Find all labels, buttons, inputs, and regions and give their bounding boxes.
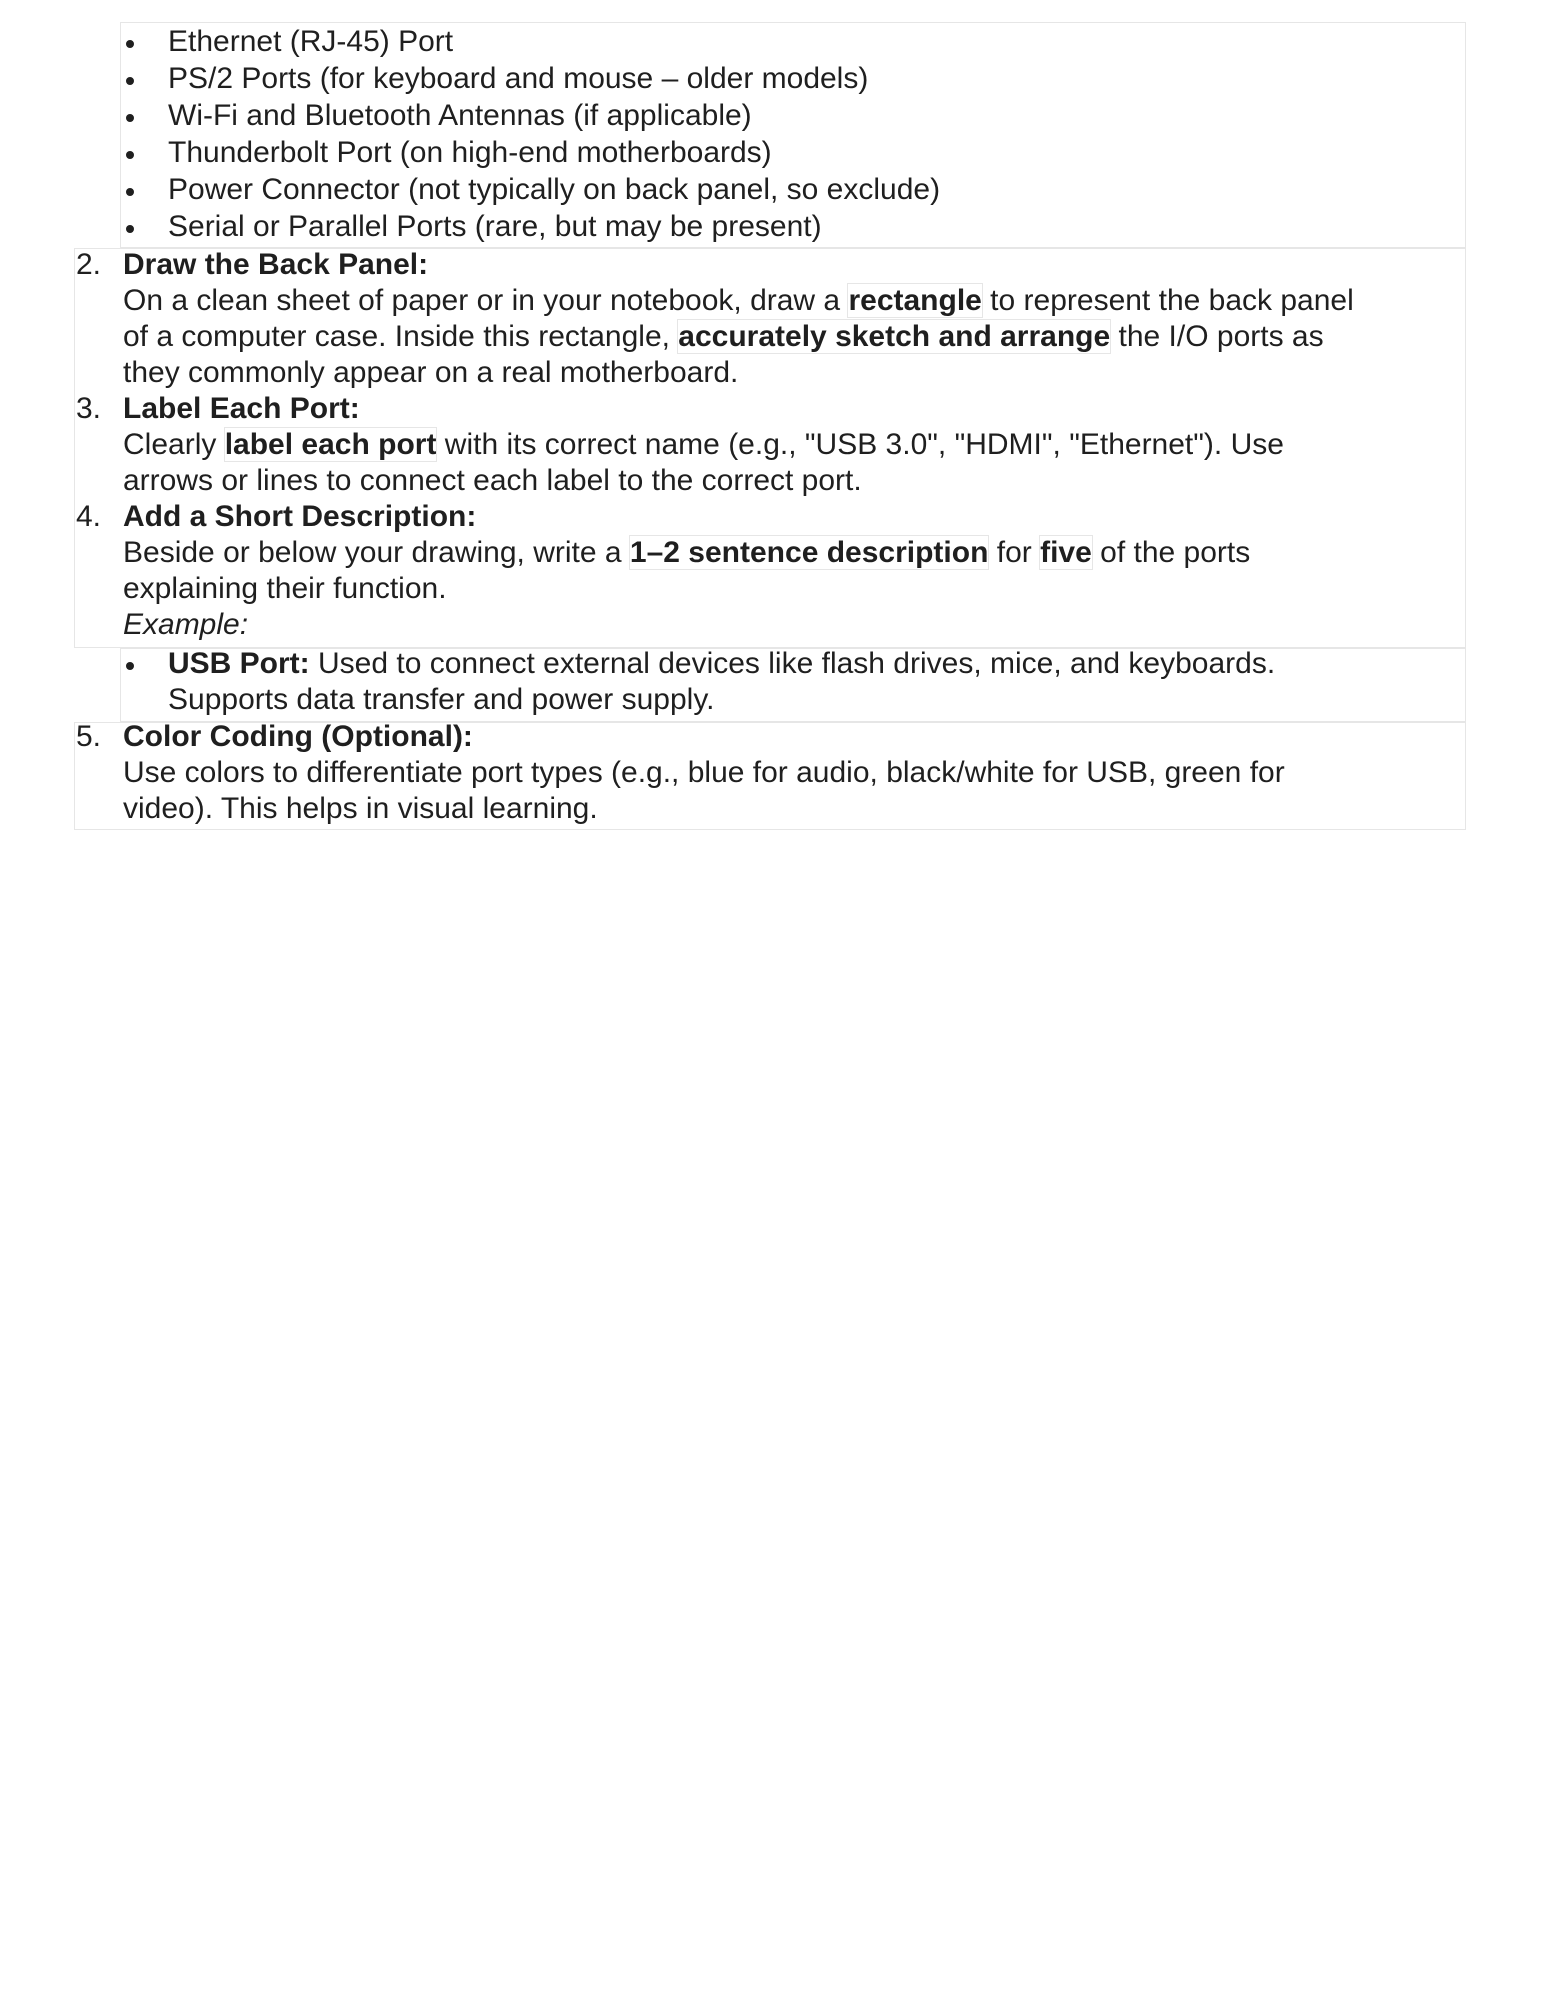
list-item: USB Port: Used to connect external devices like flash drives, mice, and keyboards. — [168, 647, 1276, 680]
example-label: Example: — [123, 608, 249, 641]
step-text: Clearly label each port with its correct name (e.g., "USB 3.0", "HDMI", "Ethernet"). Use — [123, 428, 1284, 461]
bullet-icon — [126, 662, 134, 670]
bullet-icon — [126, 40, 134, 48]
step-number: 4. — [76, 500, 102, 533]
bullet-icon — [126, 114, 134, 122]
list-item: Ethernet (RJ-45) Port — [168, 25, 454, 58]
step-text: they commonly appear on a real motherboard. — [123, 356, 739, 389]
step-text: Beside or below your drawing, write a 1–2 sentence description for five of the ports — [123, 536, 1251, 569]
list-item: Thunderbolt Port (on high-end motherboards) — [168, 136, 772, 169]
bullet-icon — [126, 188, 134, 196]
bullet-icon — [126, 225, 134, 233]
bullet-icon — [126, 77, 134, 85]
list-item: PS/2 Ports (for keyboard and mouse – older models) — [168, 62, 869, 95]
step-number: 5. — [76, 720, 102, 753]
step-heading: Label Each Port: — [123, 392, 360, 425]
step-text: of a computer case. Inside this rectangle, accurately sketch and arrange the I/O ports as — [123, 320, 1324, 353]
step-text: Use colors to differentiate port types (e.g., blue for audio, black/white for USB, green for — [123, 756, 1285, 789]
step-text: arrows or lines to connect each label to the correct port. — [123, 464, 862, 497]
step-heading: Color Coding (Optional): — [123, 720, 473, 753]
bullet-icon — [126, 151, 134, 159]
step-text: On a clean sheet of paper or in your notebook, draw a rectangle to represent the back panel — [123, 284, 1354, 317]
list-item-continuation: Supports data transfer and power supply. — [168, 683, 715, 716]
step-heading: Draw the Back Panel: — [123, 248, 429, 281]
step-text: explaining their function. — [123, 572, 447, 605]
step-number: 3. — [76, 392, 102, 425]
step-text: video). This helps in visual learning. — [123, 792, 598, 825]
list-item: Serial or Parallel Ports (rare, but may be present) — [168, 210, 822, 243]
list-item: Power Connector (not typically on back panel, so exclude) — [168, 173, 941, 206]
step-heading: Add a Short Description: — [123, 500, 477, 533]
list-item: Wi-Fi and Bluetooth Antennas (if applicable) — [168, 99, 752, 132]
step-number: 2. — [76, 248, 102, 281]
